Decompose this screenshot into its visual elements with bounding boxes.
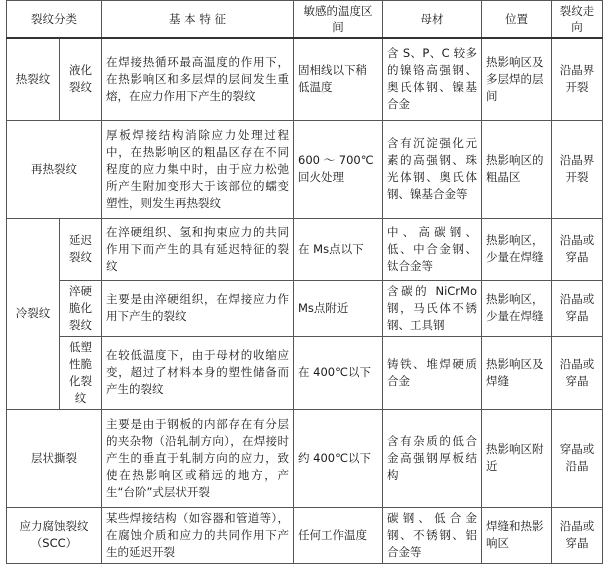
temperature-cell: 固相线以下稍低温度 <box>294 38 383 120</box>
subcategory-delayed-crack: 延迟裂纹 <box>60 218 102 280</box>
subcategory-low-plastic-crack: 低塑性脆化裂纹 <box>60 336 102 409</box>
temperature-cell: Ms点附近 <box>294 280 383 336</box>
features-cell: 在淬硬组织、氢和拘束应力的共同作用下而产生的具有延迟特征的裂纹 <box>102 218 294 280</box>
material-cell: 含 S、P、C 较多的镍铬高强钢、奥氏体钢、镍基合金 <box>383 38 482 120</box>
header-material: 母材 <box>383 1 482 39</box>
material-cell: 铸铁、堆焊硬质合金 <box>383 336 482 409</box>
temperature-cell: 约 400℃以下 <box>294 409 383 507</box>
header-location: 位置 <box>482 1 552 39</box>
table-row-delayed-crack <box>7 218 603 280</box>
category-cold-crack: 冷裂纹 <box>7 218 60 409</box>
category-lamellar-tearing: 层状撕裂 <box>7 409 102 507</box>
header-direction: 裂纹走向 <box>552 1 603 39</box>
subcategory-liquation-crack: 液化裂纹 <box>60 38 102 120</box>
direction-cell: 沿晶或穿晶 <box>552 507 603 563</box>
temperature-cell: 任何工作温度 <box>294 507 383 563</box>
location-cell: 热影响区，少量在焊缝 <box>482 280 552 336</box>
table-row-reheat-crack <box>7 120 603 218</box>
features-cell: 在焊接热循环最高温度的作用下，在热影响区和多层焊的层间发生重熔，在应力作用下产生的裂纹 <box>102 38 294 120</box>
location-cell: 热影响区的粗晶区 <box>482 120 552 218</box>
table-row-hot-crack <box>7 38 603 120</box>
material-cell: 中、高碳钢、低、中合金钢、钛合金等 <box>383 218 482 280</box>
features-cell: 厚板焊接结构消除应力处理过程中，在热影响区的粗晶区存在不同程度的应力集中时，由于应力松弛所产生附加变形大于该部位的蠕变塑性，则发生再热裂纹 <box>102 120 294 218</box>
direction-cell: 沿晶界开裂 <box>552 120 603 218</box>
table-row-lamellar-tearing <box>7 409 603 507</box>
header-row <box>7 1 603 39</box>
features-cell: 某些焊接结构（如容器和管道等），在腐蚀介质和应力的共同作用下产生的延迟开裂 <box>102 507 294 563</box>
features-cell: 主要是由于钢板的内部存在有分层的夹杂物（沿轧制方向），在焊接时产生的垂直于轧制方向的应力，致使在热影响区或稍远的地方，产生“台阶”式层状开裂 <box>102 409 294 507</box>
subcategory-quench-crack: 淬硬脆化裂纹 <box>60 280 102 336</box>
features-cell: 主要是由淬硬组织，在焊接应力作用下产生的裂纹 <box>102 280 294 336</box>
direction-cell: 沿晶或穿晶 <box>552 336 603 409</box>
crack-classification-table <box>6 0 603 564</box>
direction-cell: 穿晶或沿晶 <box>552 409 603 507</box>
table-row-quench-crack <box>7 280 603 336</box>
features-cell: 在较低温度下，由于母材的收缩应变，超过了材料本身的塑性储备而产生的裂纹 <box>102 336 294 409</box>
material-cell: 含有杂质的低合金高强钢厚板结构 <box>383 409 482 507</box>
category-reheat-crack: 再热裂纹 <box>7 120 102 218</box>
table-row-low-plastic-crack <box>7 336 603 409</box>
location-cell: 热影响区及多层焊的层间 <box>482 38 552 120</box>
category-stress-corrosion-crack: 应力腐蚀裂纹（SCC） <box>7 507 102 563</box>
location-cell: 热影响区附近 <box>482 409 552 507</box>
header-features: 基 本 特 征 <box>102 1 294 39</box>
material-cell: 含有沉淀强化元素的高强钢、珠光体钢、奥氏体钢、镍基合金等 <box>383 120 482 218</box>
temperature-cell: 在 Ms点以下 <box>294 218 383 280</box>
category-hot-crack: 热裂纹 <box>7 38 60 120</box>
location-cell: 热影响区及焊缝 <box>482 336 552 409</box>
location-cell: 焊缝和热影响区 <box>482 507 552 563</box>
header-type: 裂纹分类 <box>7 1 102 39</box>
direction-cell: 沿晶界开裂 <box>552 38 603 120</box>
direction-cell: 沿晶或穿晶 <box>552 280 603 336</box>
header-temperature: 敏感的温度区间 <box>294 1 383 39</box>
material-cell: 碳钢、低合金钢、不锈钢、铝合金等 <box>383 507 482 563</box>
direction-cell: 沿晶或穿晶 <box>552 218 603 280</box>
table-row-stress-corrosion-crack <box>7 507 603 563</box>
location-cell: 热影响区，少量在焊缝 <box>482 218 552 280</box>
material-cell: 含碳的 NiCrMo 钢，马氏体不锈钢、工具钢 <box>383 280 482 336</box>
temperature-cell: 600 ～ 700℃回火处理 <box>294 120 383 218</box>
temperature-cell: 在 400℃以下 <box>294 336 383 409</box>
